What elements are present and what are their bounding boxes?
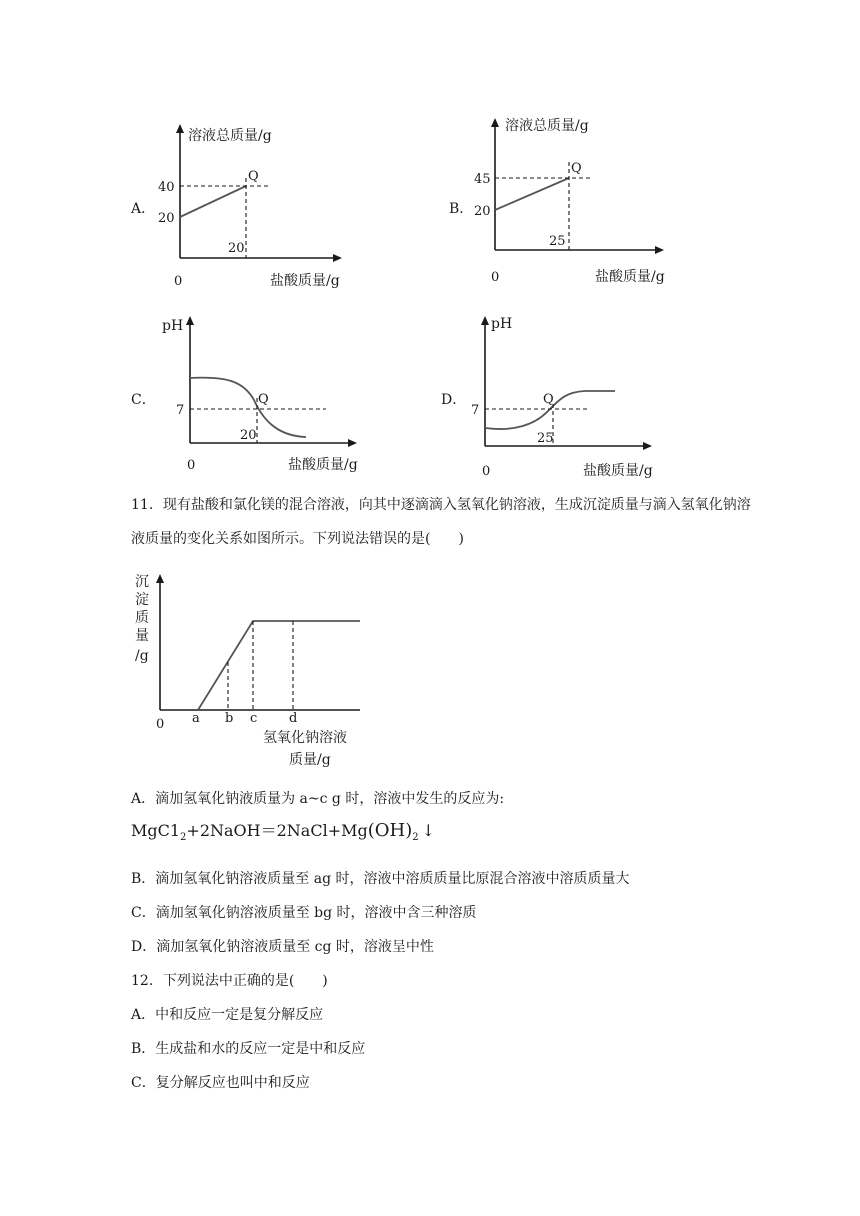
graph-a-xtick-point: 20 (228, 241, 245, 256)
graph-a-line (180, 186, 246, 217)
q12-option-b: B．生成盐和水的反应一定是中和反应 (131, 1041, 366, 1057)
option-b-label: B． (449, 201, 474, 217)
q11-option-a: A．滴加氢氧化钠液质量为 a~c g 时，溶液中发生的反应为: (131, 791, 505, 807)
q11-tick-c: c (250, 711, 258, 726)
graph-b-point-q: Q (571, 161, 582, 176)
graph-b-ylabel: 溶液总质量/g (505, 118, 589, 134)
graph-c-xtick-point: 20 (240, 428, 257, 443)
graph-d-y-arrow (481, 316, 489, 325)
q11-chart (130, 566, 380, 776)
graph-b-line (495, 178, 569, 210)
graph-b (465, 110, 695, 290)
formula-sub1: 2 (180, 832, 187, 844)
graph-b-xtick-point: 25 (549, 234, 566, 249)
q11-xlabel-line1: 氢氧化钠溶液 (263, 730, 347, 746)
graph-d-xtick-point: 25 (537, 431, 554, 446)
graph-c-ytick: 7 (176, 403, 185, 418)
q11-tick-d: d (289, 711, 298, 726)
q12-option-a: A．中和反应一定是复分解反应 (131, 1007, 324, 1023)
graph-a (150, 118, 380, 298)
graph-c-ylabel: pH (162, 318, 184, 334)
graph-c-xlabel: 盐酸质量/g (288, 457, 358, 473)
q11-ylabel-char-4: 量 (135, 628, 149, 644)
q11-formula (131, 818, 435, 843)
graph-b-ytick-start: 20 (474, 204, 491, 219)
q11-stem: 11．现有盐酸和氯化镁的混合溶液，向其中逐滴滴入氢氧化钠溶液，生成沉淀质量与滴入氢氧化钠溶液质量的变化关系如图所示。下列说法错误的是( ) (131, 497, 751, 547)
q11-ylabel-char-2: 淀 (135, 592, 149, 608)
q11-tick-a: a (192, 711, 200, 726)
graph-c-x-arrow (348, 439, 357, 447)
graph-a-ytick-point: 40 (158, 180, 175, 195)
q11-ylabel-char-1: 沉 (135, 574, 149, 590)
graph-c-point-q: Q (258, 392, 269, 407)
graph-b-origin: 0 (491, 270, 500, 285)
graph-a-x-arrow (333, 254, 342, 262)
formula-sub2: 2 (412, 832, 419, 844)
formula-part2: +2NaOH＝2NaCl+Mg (186, 821, 368, 840)
graph-d-xlabel: 盐酸质量/g (583, 463, 653, 479)
graph-a-origin: 0 (174, 274, 183, 289)
graph-b-ytick-point: 45 (474, 172, 491, 187)
formula-part1: MgC1 (131, 821, 181, 840)
option-a-label: A． (131, 201, 156, 217)
graph-b-xlabel: 盐酸质量/g (595, 269, 665, 285)
q11-option-d: D．滴加氢氧化钠溶液质量至 cg 时，溶液呈中性 (131, 939, 434, 955)
q11-precipitate-line (198, 621, 360, 710)
graph-c (158, 308, 388, 478)
graph-d-ytick: 7 (471, 403, 480, 418)
graph-d (455, 308, 685, 483)
graph-a-xlabel: 盐酸质量/g (270, 273, 340, 289)
option-d-label: D． (441, 392, 467, 408)
graph-c-y-arrow (186, 316, 194, 325)
graph-b-x-arrow (655, 246, 664, 254)
formula-part3: (OH) (367, 820, 413, 841)
q11-y-arrow (156, 574, 164, 583)
graph-d-origin: 0 (482, 464, 491, 479)
option-c-label: C． (131, 392, 156, 408)
q11-ylabel-unit: /g (135, 648, 149, 664)
graph-d-x-arrow (643, 442, 652, 450)
graph-a-ytick-start: 20 (158, 211, 175, 226)
graph-a-ylabel: 溶液总质量/g (188, 128, 272, 144)
graph-a-y-arrow (176, 124, 184, 133)
graph-c-origin: 0 (187, 458, 196, 473)
q12-stem: 12．下列说法中正确的是( ) (131, 973, 328, 989)
graph-a-point-q: Q (248, 169, 259, 184)
q11-ylabel-char-3: 质 (135, 610, 149, 626)
graph-b-y-arrow (491, 118, 499, 127)
q11-tick-b: b (225, 711, 234, 726)
q11-option-b: B．滴加氢氧化钠溶液质量至 ag 时，溶液中溶质质量比原混合溶液中溶质质量大 (131, 871, 630, 887)
q11-xlabel-line2: 质量/g (289, 752, 331, 768)
graph-d-ylabel: pH (491, 316, 513, 332)
down-arrow-icon: ↓ (421, 821, 436, 840)
graph-d-point-q: Q (543, 392, 554, 407)
q11-origin: 0 (156, 717, 165, 732)
q11-option-c: C．滴加氢氧化钠溶液质量至 bg 时，溶液中含三种溶质 (131, 905, 477, 921)
q12-option-c: C．复分解反应也叫中和反应 (131, 1075, 310, 1091)
